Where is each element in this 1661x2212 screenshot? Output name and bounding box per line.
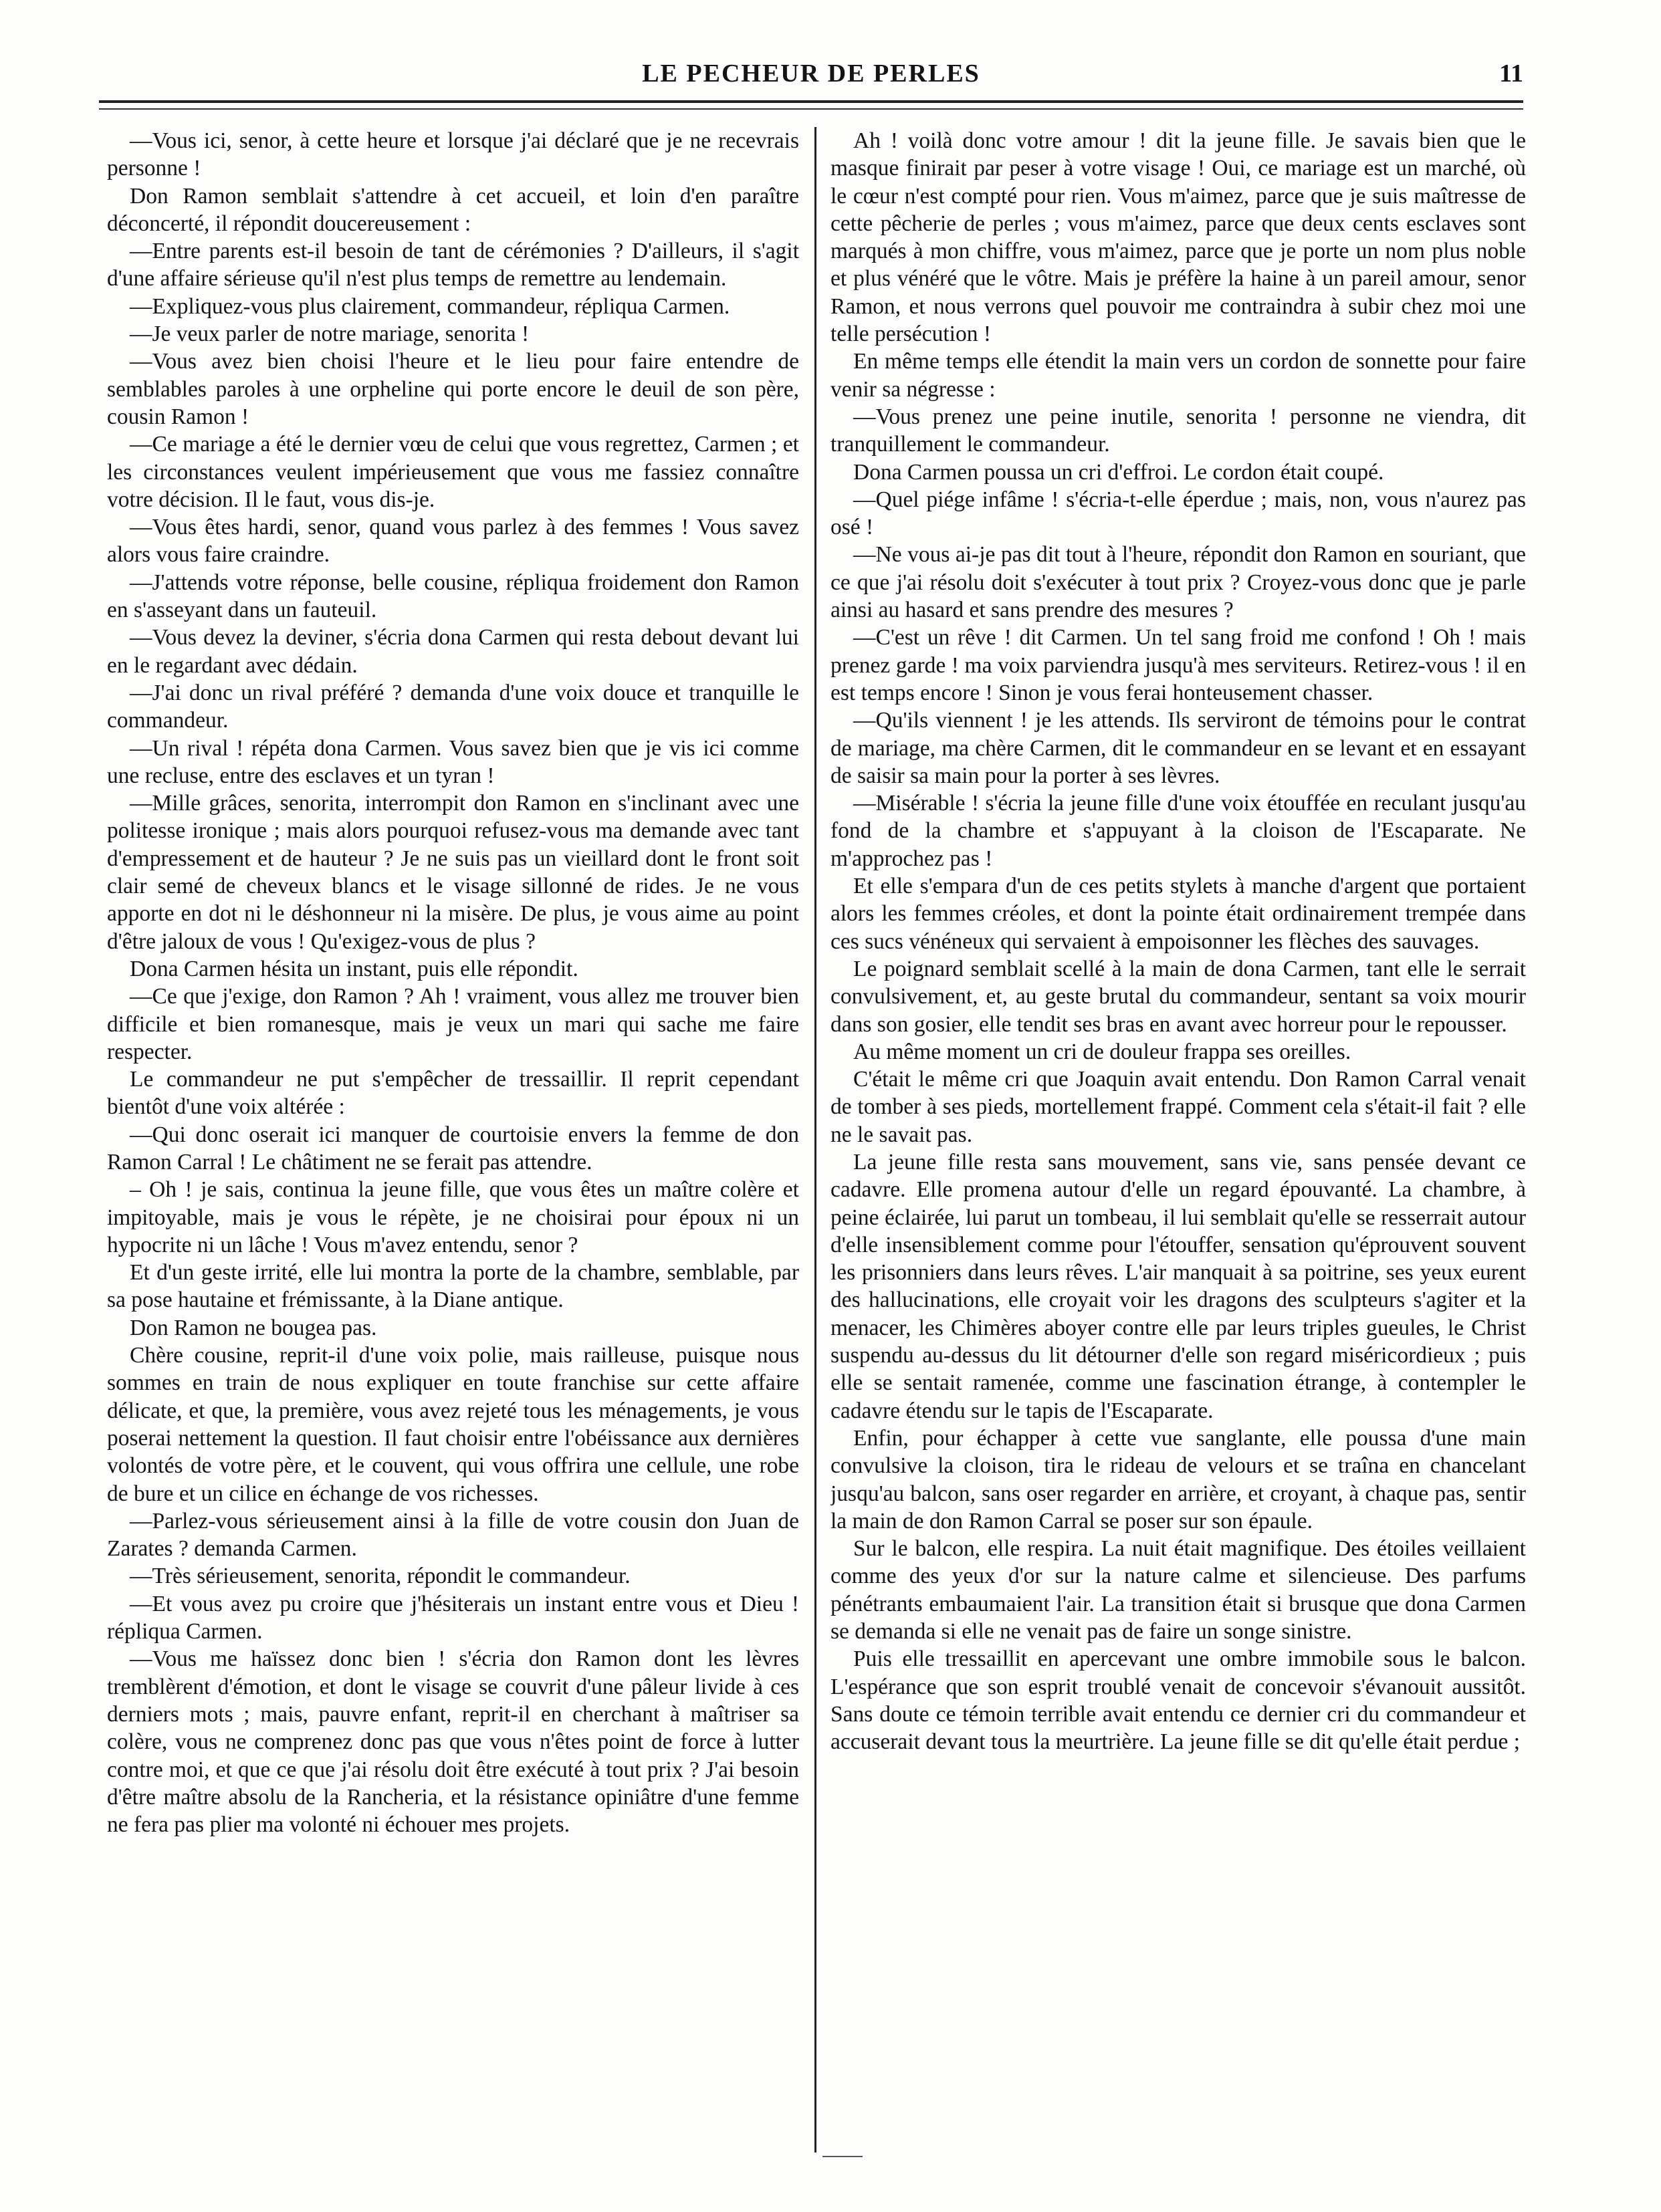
paragraph: En même temps elle étendit la main vers un cordon de sonnette pour faire venir sa négresse : [830, 349, 1526, 402]
paragraph: —Et vous avez pu croire que j'hésiterais un instant entre vous et Dieu ! répliqua Carmen. [107, 1591, 799, 1644]
paragraph: Enfin, pour échapper à cette vue sanglante, elle poussa d'une main convulsive la cloison, tira le rideau de velours et se traîna en chancelant jusqu'au balcon, sans oser regarder en arrière, et croyant, à chaque pas, sentir la main de don Ramon Carral se poser sur son épaule. [830, 1425, 1526, 1533]
paragraph: —Ce que j'exige, don Ramon ? Ah ! vraiment, vous allez me trouver bien difficile et bien romanesque, mais je veux un mari qui sache me faire respecter. [107, 984, 799, 1064]
paragraph: Et elle s'empara d'un de ces petits stylets à manche d'argent que portaient alors les femmes créoles, et dont la pointe était ordinairement trempée dans ces sucs vénéneux qui servaient à empoisonner les flèches des sauvages. [830, 874, 1526, 954]
paragraph: —J'ai donc un rival préféré ? demanda d'une voix douce et tranquille le commandeur. [107, 680, 799, 733]
paragraph: —Ce mariage a été le dernier vœu de celui que vous regrettez, Carmen ; et les circonstances veulent impérieusement que vous me fassiez connaître votre décision. Il le faut, vous dis-je. [107, 432, 799, 512]
paragraph: Don Ramon semblait s'attendre à cet accueil, et loin d'en paraître déconcerté, il répondit doucereusement : [107, 183, 799, 236]
paragraph: —Vous devez la deviner, s'écria dona Carmen qui resta debout devant lui en le regardant avec dédain. [107, 625, 799, 678]
left-column [107, 127, 799, 2166]
paragraph: —Misérable ! s'écria la jeune fille d'une voix étouffée en reculant jusqu'au fond de la chambre et s'appuyant à la cloison de l'Escaparate. Ne m'approchez pas ! [830, 791, 1526, 871]
paragraph: —Quel piége infâme ! s'écria-t-elle éperdue ; mais, non, vous n'aurez pas osé ! [830, 487, 1526, 540]
paragraph: —Vous me haïssez donc bien ! s'écria don Ramon dont les lèvres tremblèrent d'émotion, et dont le visage se couvrit d'une pâleur livide à ces derniers mots ; mais, pauvre enfant, reprit-il en cherchant à maîtriser sa colère, vous ne comprenez donc pas que vous n'êtes point de force à lutter contre moi, et que ce que j'ai résolu doit être exécuté à tout prix ? J'ai besoin d'être maître absolu de la Rancheria, et la résistance opiniâtre d'une femme ne fera pas plier ma volonté ni échouer mes projets. [107, 1646, 799, 1838]
paragraph: C'était le même cri que Joaquin avait entendu. Don Ramon Carral venait de tomber à ses pieds, mortellement frappé. Comment cela s'était-il fait ? elle ne le savait pas. [830, 1067, 1526, 1147]
paragraph: —Qu'ils viennent ! je les attends. Ils serviront de témoins pour le contrat de mariage, ma chère Carmen, dit le commandeur en se levant et en essayant de saisir sa main pour la porter à ses lèvres. [830, 708, 1526, 788]
paragraph: —Qui donc oserait ici manquer de courtoisie envers la femme de don Ramon Carral ! Le châtiment ne se ferait pas attendre. [107, 1122, 799, 1175]
paragraph: —Très sérieusement, senorita, répondit le commandeur. [130, 1564, 631, 1589]
paragraph: Le commandeur ne put s'empêcher de tressaillir. Il reprit cependant bientôt d'une voix altérée : [107, 1067, 799, 1120]
page-number: 11 [1499, 59, 1523, 88]
paragraph: La jeune fille resta sans mouvement, sans vie, sans pensée devant ce cadavre. Elle promena autour d'elle un regard épouvanté. La chambre, à peine éclairée, lui parut un tombeau, il lui semblait qu'elle se resserrait autour d'elle insensiblement comme pour l'étouffer, sensation qu'éprouvent souvent les prisonniers dans leurs rêves. L'air manquait à sa poitrine, ses yeux eurent des hallucinations, elle croyait voir les dragons des sculpteurs s'agiter et la menacer, les Chimères aboyer contre elle par leurs triples gueules, le Christ suspendu au-dessus du lit détourner d'elle son regard miséricordieux ; puis elle se sentait ramenée, comme une fascination étrange, à contempler le cadavre étendu sur le tapis de l'Escaparate. [830, 1149, 1526, 1423]
paragraph: Et d'un geste irrité, elle lui montra la porte de la chambre, semblable, par sa pose hautaine et frémissante, à la Diane antique. [107, 1260, 799, 1313]
paragraph: Le poignard semblait scellé à la main de dona Carmen, tant elle le serrait convulsivement, et, au geste brutal du commandeur, sentant sa voix mourir dans son gosier, elle tendit ses bras en avant avec horreur pour le repousser. [830, 956, 1526, 1037]
running-title: LE PECHEUR DE PERLES [642, 59, 980, 88]
paragraph: Chère cousine, reprit-il d'une voix polie, mais railleuse, puisque nous sommes en train de nous expliquer en toute franchise sur cette affaire délicate, et que, la première, vous avez rejeté tous les ménagements, je vous poserai nettement la question. Il faut choisir entre l'obéissance aux dernières volontés de votre père, et le couvent, qui vous offrira une cellule, une robe de bure et un cilice en échange de vos richesses. [107, 1343, 799, 1506]
paragraph: —Vous êtes hardi, senor, quand vous parlez à des femmes ! Vous savez alors vous faire craindre. [107, 515, 799, 568]
paragraph: —Ne vous ai-je pas dit tout à l'heure, répondit don Ramon en souriant, que ce que j'ai résolu doit s'exécuter à tout prix ? Croyez-vous donc que je parle ainsi au hasard et sans prendre des mesures ? [830, 542, 1526, 623]
paragraph: Dona Carmen hésita un instant, puis elle répondit. [130, 956, 578, 981]
paragraph: —Expliquez-vous plus clairement, commandeur, répliqua Carmen. [130, 293, 730, 319]
paragraph: —J'attends votre réponse, belle cousine, répliqua froidement don Ramon en s'asseyant dans un fauteuil. [107, 570, 799, 623]
paragraph: – Oh ! je sais, continua la jeune fille, que vous êtes un maître colère et impitoyable, mais je vous le répète, je ne choisirai pour époux ni un hypocrite ni un lâche ! Vous m'avez entendu, senor ? [107, 1177, 799, 1257]
paragraph: —Vous prenez une peine inutile, senorita ! personne ne viendra, dit tranquillement le commandeur. [830, 404, 1526, 457]
paragraph: —Je veux parler de notre mariage, senorita ! [130, 322, 530, 347]
right-column [830, 127, 1526, 2166]
paragraph: —Vous ici, senor, à cette heure et lorsque j'ai déclaré que je ne recevrais personne ! [107, 128, 799, 181]
paragraph: Ah ! voilà donc votre amour ! dit la jeune fille. Je savais bien que le masque finirait par peser à votre visage ! Oui, ce mariage est un marché, où le cœur n'est compté pour rien. Vous m'aimez, parce que je suis maîtresse de cette pêcherie de perles ; vous m'aimez, parce que deux cents esclaves sont marqués à mon chiffre, vous m'aimez, parce que je porte un nom plus noble et plus vénéré que le vôtre. Mais je préfère la haine à un pareil amour, senor Ramon, et nous verrons quel pouvoir me contraindra à subir chez moi une telle persécution ! [830, 128, 1526, 347]
paragraph: Dona Carmen poussa un cri d'effroi. Le cordon était coupé. [853, 459, 1384, 485]
paragraph: Puis elle tressaillit en apercevant une ombre immobile sous le balcon. L'espérance que son esprit troublé venait de concevoir s'évanouit aussitôt. Sans doute ce témoin terrible avait entendu ce dernier cri du commandeur et accuserait devant tous la meurtrière. La jeune fille se dit qu'elle était perdue ; [830, 1646, 1526, 1755]
paragraph: —Entre parents est-il besoin de tant de cérémonies ? D'ailleurs, il s'agit d'une affaire sérieuse qu'il n'est plus temps de remettre au lendemain. [107, 239, 799, 291]
paragraph: —C'est un rêve ! dit Carmen. Un tel sang froid me confond ! Oh ! mais prenez garde ! ma voix parviendra jusqu'à mes serviteurs. Retirez-vous ! il en est temps encore ! Sinon je vous ferai honteusement chasser. [830, 625, 1526, 705]
paragraph: Don Ramon ne bougea pas. [130, 1315, 377, 1340]
column-divider [814, 127, 816, 2153]
paragraph: —Vous avez bien choisi l'heure et le lieu pour faire entendre de semblables paroles à une orpheline qui porte encore le deuil de son père, cousin Ramon ! [107, 349, 799, 429]
paragraph: —Mille grâces, senorita, interrompit don Ramon en s'inclinant avec une politesse ironique ; mais alors pourquoi refusez-vous ma demande avec tant d'empressement et de hauteur ? Je ne suis pas un vieillard dont le front soit clair semé de cheveux blancs et le visage sillonné de rides. Je ne vous apporte en dot ni le déshonneur ni la misère. De plus, je vous aime au point d'être jaloux de vous ! Qu'exigez-vous de plus ? [107, 791, 799, 954]
footer-mark [822, 2156, 863, 2157]
paragraph: Sur le balcon, elle respira. La nuit était magnifique. Des étoiles veillaient comme des yeux d'or sur la nature calme et silencieuse. Des parfums pénétrants embaumaient l'air. La transition était si brusque que dona Carmen se demanda si elle ne venait pas de faire un songe sinistre. [830, 1536, 1526, 1644]
header-rule [99, 100, 1523, 103]
paragraph: —Un rival ! répéta dona Carmen. Vous savez bien que je vis ici comme une recluse, entre des esclaves et un tyran ! [107, 735, 799, 788]
header-rule-thin [99, 108, 1523, 110]
paragraph: Au même moment un cri de douleur frappa ses oreilles. [853, 1039, 1351, 1064]
page-header [99, 59, 1523, 96]
paragraph: —Parlez-vous sérieusement ainsi à la fille de votre cousin don Juan de Zarates ? demanda Carmen. [107, 1508, 799, 1562]
